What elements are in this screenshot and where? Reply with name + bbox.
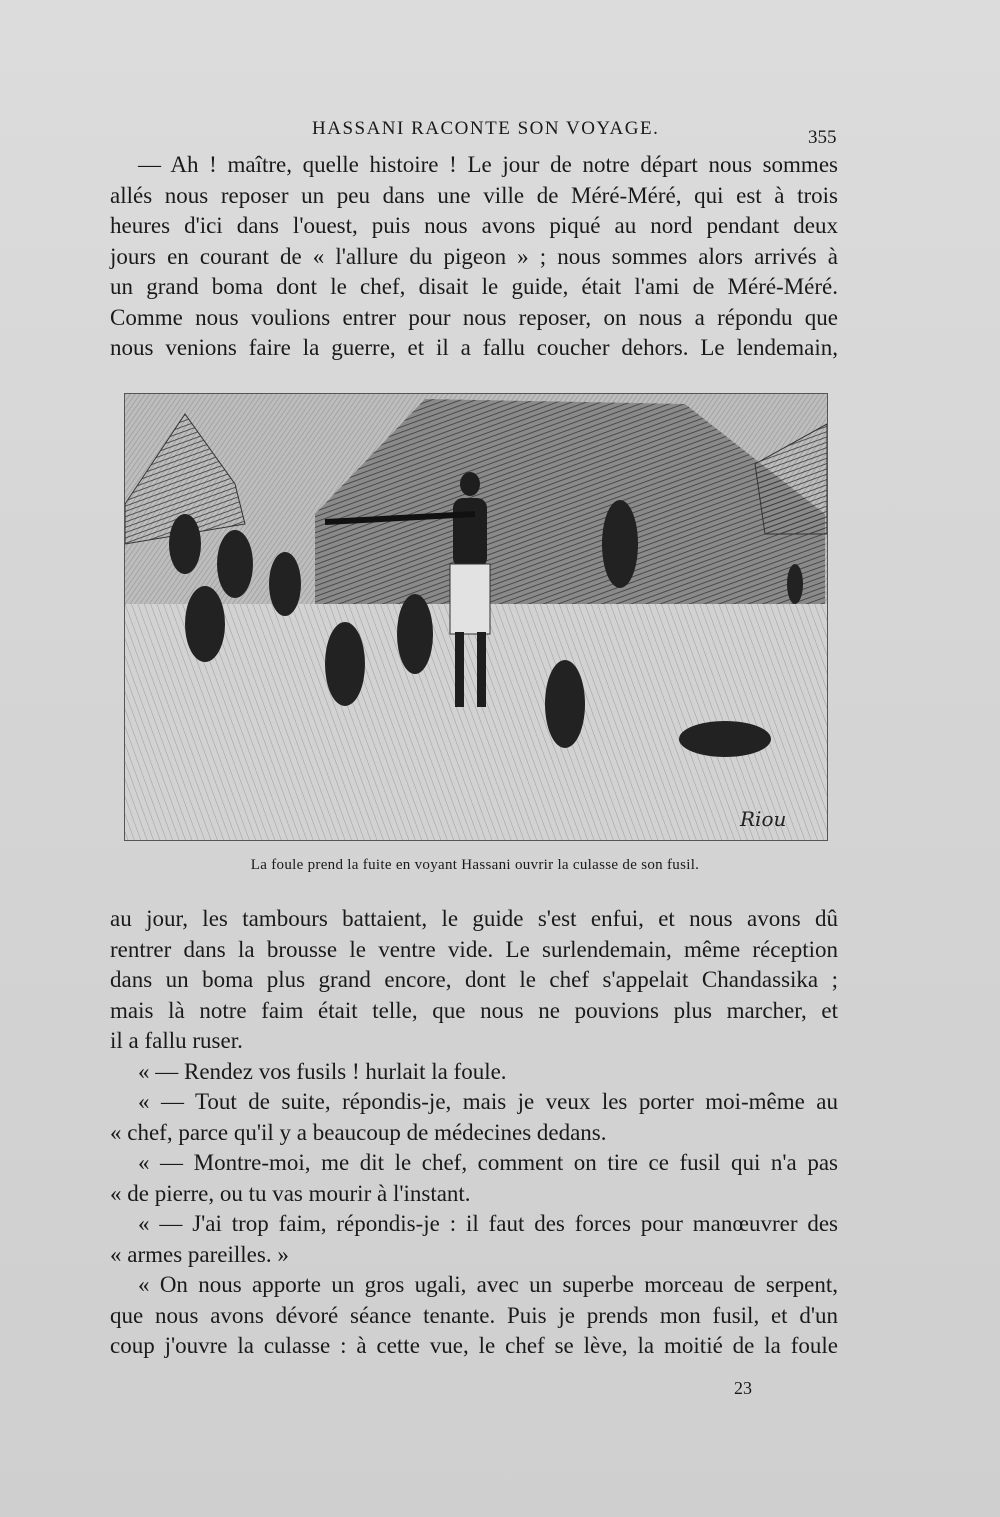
- engraver-signature: Riou: [740, 807, 787, 831]
- text-line: « On nous apporte un gros ugali, avec un superbe morceau de serpent,: [138, 1272, 838, 1297]
- text-line: il a fallu ruser.: [110, 1028, 243, 1053]
- signature-mark: 23: [734, 1378, 752, 1398]
- text-line: « chef, parce qu'il y a beaucoup de médecines dedans.: [110, 1119, 607, 1145]
- text-line: « — Montre-moi, me dit le chef, comment on tire ce fusil qui n'a pas: [138, 1150, 838, 1175]
- text-line: dans un boma plus grand encore, dont le chef s'appelait Chandassika ;: [110, 967, 838, 992]
- text-line: au jour, les tambours battaient, le guide s'est enfui, et nous avons dû: [110, 906, 838, 931]
- text-line: que nous avons dévoré séance tenante. Puis je prends mon fusil, et d'un: [110, 1302, 838, 1328]
- engraving-illustration: [124, 393, 828, 841]
- text-line: — Ah ! maître, quelle histoire ! Le jour de notre départ nous sommes: [138, 152, 838, 177]
- text-line: coup j'ouvre la culasse : à cette vue, le chef se lève, la moitié de la foule: [110, 1333, 838, 1358]
- text-line: « armes pareilles. »: [110, 1241, 289, 1267]
- text-line: heures d'ici dans l'ouest, puis nous avons piqué au nord pendant deux: [110, 213, 838, 238]
- text-line: nous venions faire la guerre, et il a fallu coucher dehors. Le lendemain,: [110, 335, 838, 360]
- text-line: rentrer dans la brousse le ventre vide. Le surlendemain, même réception: [110, 936, 838, 962]
- page-number: 355: [808, 127, 837, 148]
- text-line: « — Rendez vos fusils ! hurlait la foule.: [138, 1058, 507, 1084]
- text-line: jours en courant de « l'allure du pigeon » ; nous sommes alors arrivés à: [110, 243, 838, 269]
- text-block-bottom: [110, 904, 838, 1362]
- text-line: « de pierre, ou tu vas mourir à l'instant.: [110, 1180, 471, 1206]
- text-line: « — Tout de suite, répondis-je, mais je veux les porter moi-même au: [138, 1089, 838, 1114]
- text-line: allés nous reposer un peu dans une ville de Méré-Méré, qui est à trois: [110, 182, 838, 208]
- text-line: mais là notre faim était telle, que nous ne pouvions plus marcher, et: [110, 997, 838, 1023]
- running-title: HASSANI RACONTE SON VOYAGE.: [312, 118, 660, 139]
- text-block-top: [110, 150, 838, 364]
- illustration-caption: La foule prend la fuite en voyant Hassani ouvrir la culasse de son fusil.: [250, 857, 700, 873]
- text-line: un grand boma dont le chef, disait le guide, était l'ami de Méré-Méré.: [110, 274, 838, 299]
- text-line: « — J'ai trop faim, répondis-je : il faut des forces pour manœuvrer des: [138, 1211, 838, 1236]
- text-line: Comme nous voulions entrer pour nous reposer, on nous a répondu que: [110, 304, 838, 330]
- engraving-scene: [125, 394, 827, 840]
